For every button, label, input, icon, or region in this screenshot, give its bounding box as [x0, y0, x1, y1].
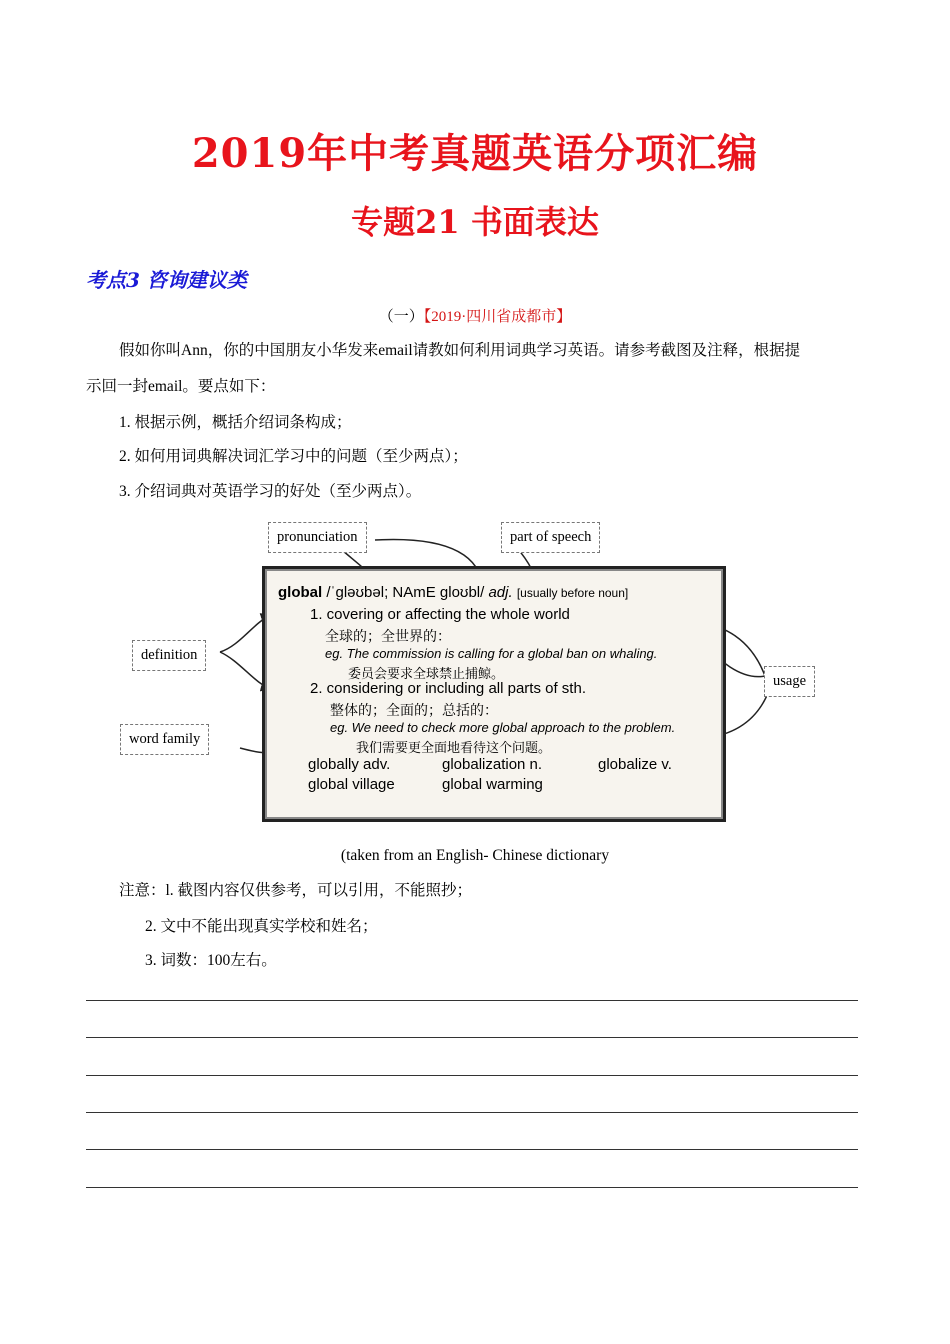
callout-part-of-speech: part of speech — [501, 522, 600, 553]
page-title: 2019年中考真题英语分项汇编 — [191, 130, 759, 177]
note-3: 3. 词数：100左右。 — [145, 952, 277, 969]
entry-family-globalization: globalization n. — [442, 756, 543, 773]
entry-example-1: eg. The commission is calling for a global ban on whaling. — [325, 646, 658, 661]
point-3: 3. 介绍词典对英语学习的好处（至少两点）。 — [119, 483, 422, 500]
answer-line[interactable] — [86, 1000, 858, 1001]
entry-family-global-village: global village — [308, 776, 395, 793]
page-subtitle: 专题21 书面表达 — [351, 203, 599, 241]
callout-word-family: word family — [120, 724, 209, 755]
answer-line[interactable] — [86, 1037, 858, 1038]
callout-usage: usage — [764, 666, 815, 697]
entry-usage-note: [usually before noun] — [516, 586, 629, 600]
prompt-text: 假如你叫Ann，你的中国朋友小华发来email请教如何利用词典学习英语。请参考截图及注释，根据提 — [119, 342, 801, 359]
callout-pronunciation: pronunciation — [268, 522, 367, 553]
answer-line[interactable] — [86, 1149, 858, 1150]
question-source — [0, 305, 950, 326]
dictionary-figure — [120, 516, 840, 826]
entry-def-2-zh: 整体的；全面的；总括的： — [330, 703, 498, 719]
entry-headword: global — [278, 584, 323, 601]
entry-family-globalize: globalize v. — [598, 756, 672, 773]
figure-caption: (taken from an English- Chinese dictionary — [340, 847, 610, 864]
point-1: 1. 根据示例，概括介绍词条构成； — [119, 414, 352, 431]
note-2: 2. 文中不能出现真实学校和姓名； — [145, 918, 378, 935]
entry-family-globally: globally adv. — [308, 756, 391, 773]
point-2: 2. 如何用词典解决词汇学习中的问题（至少两点）； — [119, 448, 468, 465]
note-1: 注意：l. 截图内容仅供参考，可以引用，不能照抄； — [119, 882, 473, 899]
entry-headline — [278, 584, 628, 601]
question-origin: 【2019·四川省成都市】 — [423, 309, 572, 325]
answer-line[interactable] — [86, 1187, 858, 1188]
answer-line[interactable] — [86, 1075, 858, 1076]
question-number: （一） — [378, 309, 424, 325]
answer-line[interactable] — [86, 1112, 858, 1113]
entry-pronunciation: /ˈɡləʊbəl; NAmE ɡloʊbl/ — [326, 584, 485, 601]
entry-def-1-zh: 全球的；全世界的： — [325, 629, 451, 645]
prompt-text-cont: 示回一封email。要点如下： — [86, 378, 276, 395]
section-heading: 考点3 咨询建议类 — [86, 268, 247, 292]
entry-family-global-warming: global warming — [442, 776, 543, 793]
entry-example-1-zh: 委员会要求全球禁止捕鲸。 — [348, 667, 505, 682]
entry-def-1: 1. covering or affecting the whole world — [310, 606, 570, 623]
entry-example-2-zh: 我们需要更全面地看待这个问题。 — [356, 741, 552, 756]
entry-def-2: 2. considering or including all parts of sth. — [310, 680, 586, 697]
callout-definition: definition — [132, 640, 206, 671]
entry-pos: adj. — [488, 584, 513, 601]
entry-example-2: eg. We need to check more global approach to the problem. — [330, 720, 676, 735]
